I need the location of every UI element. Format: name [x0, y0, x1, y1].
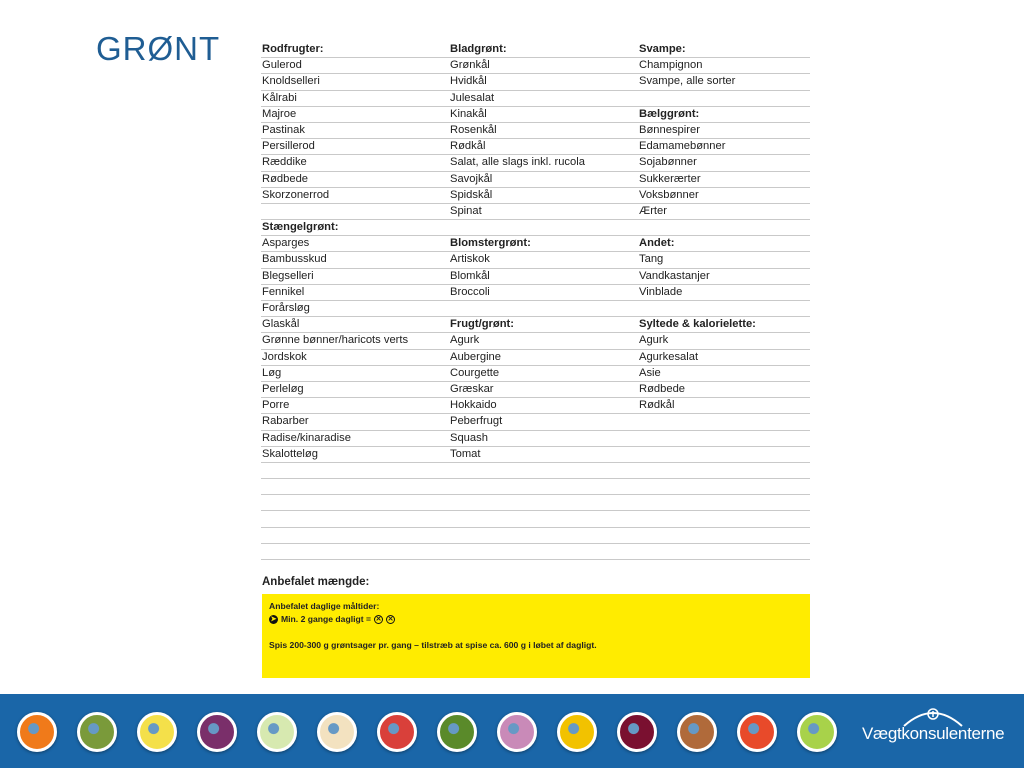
list-item: Ræddike: [262, 156, 307, 169]
list-row: [261, 188, 810, 204]
fruit-slice-icon: [317, 712, 357, 752]
list-item: Artiskok: [450, 253, 490, 266]
list-row: [261, 382, 810, 398]
fruit-slice-icon: [257, 712, 297, 752]
list-item: Porre: [262, 399, 290, 412]
list-item: Rødkål: [639, 399, 675, 412]
list-item: Hvidkål: [450, 75, 487, 88]
list-item: Rabarber: [262, 415, 309, 428]
list-item: Vinblade: [639, 285, 683, 298]
list-item: Sojabønner: [639, 156, 697, 169]
list-row: [261, 350, 810, 366]
list-item: Rødbede: [262, 172, 309, 185]
list-row: [261, 74, 810, 90]
list-item: Fennikel: [262, 285, 305, 298]
fruit-slice-icon: [737, 712, 777, 752]
fruit-slice-icon: [437, 712, 477, 752]
list-item: Savojkål: [450, 172, 493, 185]
list-item: Kålrabi: [262, 91, 297, 104]
list-item: Squash: [450, 431, 488, 444]
list-item: Courgette: [450, 366, 500, 379]
list-row: [261, 479, 810, 495]
list-row: [261, 42, 810, 58]
list-item: Hokkaido: [450, 399, 497, 412]
arrow-right-icon: ➤: [270, 616, 277, 623]
list-item: Glaskål: [262, 318, 300, 331]
list-row: [261, 123, 810, 139]
list-row: [261, 155, 810, 171]
fruit-slice-icon: [497, 712, 537, 752]
list-item: Kinakål: [450, 107, 487, 120]
fruit-slice-icon: [797, 712, 837, 752]
fruit-slice-icon: [137, 712, 177, 752]
list-item: Knoldselleri: [262, 75, 320, 88]
category-heading: Stængelgrønt:: [262, 221, 339, 234]
page-title: GRØNT: [96, 30, 221, 67]
list-item: Vandkastanjer: [639, 269, 710, 282]
list-item: Svampe, alle sorter: [639, 75, 736, 88]
list-item: Salat, alle slags inkl. rucola: [450, 156, 585, 169]
footer-bar: [0, 694, 1024, 768]
recommendation-label: Anbefalet mængde:: [262, 576, 370, 588]
list-item: Grønkål: [450, 59, 490, 72]
list-item: Agurk: [450, 334, 480, 347]
list-row: [261, 220, 810, 236]
list-row: [261, 495, 810, 511]
list-item: Spidskål: [450, 188, 493, 201]
list-row: [261, 91, 810, 107]
list-row: [261, 366, 810, 382]
list-row: [261, 414, 810, 430]
recommendation-min-text: Min. 2 gange dagligt =: [281, 614, 372, 624]
list-row: [261, 58, 810, 74]
list-item: Radise/kinaradise: [262, 431, 351, 444]
list-item: Aubergine: [450, 350, 502, 363]
fruit-slice-icon: [557, 712, 597, 752]
list-item: Tomat: [450, 447, 481, 460]
list-item: Forårsløg: [262, 302, 310, 314]
category-heading: Andet:: [639, 237, 675, 250]
category-heading: Blomstergrønt:: [450, 237, 531, 250]
list-item: Ærter: [639, 204, 667, 217]
category-heading: Bælggrønt:: [639, 107, 700, 120]
list-row: [261, 528, 810, 544]
list-row: [261, 398, 810, 414]
list-item: Asparges: [262, 237, 310, 250]
list-item: Rødkål: [450, 140, 486, 153]
list-item: Broccoli: [450, 285, 490, 298]
list-row: [261, 172, 810, 188]
fruit-slice-icon: [617, 712, 657, 752]
list-item: Voksbønner: [639, 188, 699, 201]
list-item: Græskar: [450, 382, 494, 395]
fruit-slice-icon: [17, 712, 57, 752]
list-item: Blegselleri: [262, 269, 314, 282]
list-item: Perleløg: [262, 382, 304, 395]
list-item: Bambusskud: [262, 253, 327, 266]
list-row: [261, 139, 810, 155]
brand-name: Vægtkonsulenterne: [862, 724, 1005, 743]
list-item: Peberfrugt: [450, 415, 503, 428]
cross-circle-icon: ✕: [387, 616, 394, 623]
list-row: [261, 544, 810, 560]
recommendation-box: [262, 594, 810, 678]
list-item: Champignon: [639, 59, 703, 72]
fruit-slice-icon: [377, 712, 417, 752]
fruit-slice-icon: [677, 712, 717, 752]
list-row: [261, 252, 810, 268]
list-item: Rødbede: [639, 382, 686, 395]
list-item: Asie: [639, 366, 661, 379]
list-row: [261, 236, 810, 252]
list-item: Persillerod: [262, 140, 315, 153]
list-item: Skorzonerrod: [262, 188, 330, 201]
list-row: [261, 285, 810, 301]
recommendation-text: Spis 200-300 g grøntsager pr. gang – tilstræb at spise ca. 600 g i løbet af dagligt.: [269, 640, 597, 650]
category-heading: Rodfrugter:: [262, 43, 324, 55]
list-item: Rosenkål: [450, 123, 497, 136]
list-item: Sukkerærter: [639, 172, 701, 185]
fruit-slice-icon: [77, 712, 117, 752]
list-row: [261, 333, 810, 349]
list-row: [261, 204, 810, 220]
list-item: Pastinak: [262, 123, 305, 136]
list-row: [261, 431, 810, 447]
list-item: Julesalat: [450, 91, 495, 104]
list-item: Grønne bønner/haricots verts: [262, 334, 409, 347]
list-item: Skalotteløg: [262, 447, 318, 460]
fruit-slice-icon: [197, 712, 237, 752]
recommendation-title: Anbefalet daglige måltider:: [269, 601, 380, 611]
vegetable-list: [261, 42, 810, 560]
list-item: Agurk: [639, 334, 669, 347]
list-item: Jordskok: [262, 350, 307, 363]
list-row: [261, 107, 810, 123]
list-row: [261, 463, 810, 479]
list-item: Blomkål: [450, 269, 490, 282]
list-row: [261, 447, 810, 463]
list-item: Tang: [639, 253, 664, 266]
cross-circle-icon: ✕: [375, 616, 382, 623]
list-row: [261, 511, 810, 527]
list-item: Løg: [262, 366, 282, 379]
list-row: [261, 317, 810, 333]
list-row: [261, 301, 810, 317]
list-item: Majroe: [262, 107, 297, 120]
list-row: [261, 269, 810, 285]
list-item: Spinat: [450, 204, 482, 217]
list-item: Agurkesalat: [639, 350, 699, 363]
list-item: Gulerod: [262, 59, 302, 72]
category-heading: Svampe:: [639, 43, 686, 55]
list-item: Edamamebønner: [639, 140, 726, 153]
category-heading: Bladgrønt:: [450, 43, 507, 55]
category-heading: Frugt/grønt:: [450, 318, 514, 331]
category-heading: Syltede & kalorielette:: [639, 318, 756, 331]
list-item: Bønnespirer: [639, 123, 700, 136]
recommendation-min: [269, 614, 395, 624]
